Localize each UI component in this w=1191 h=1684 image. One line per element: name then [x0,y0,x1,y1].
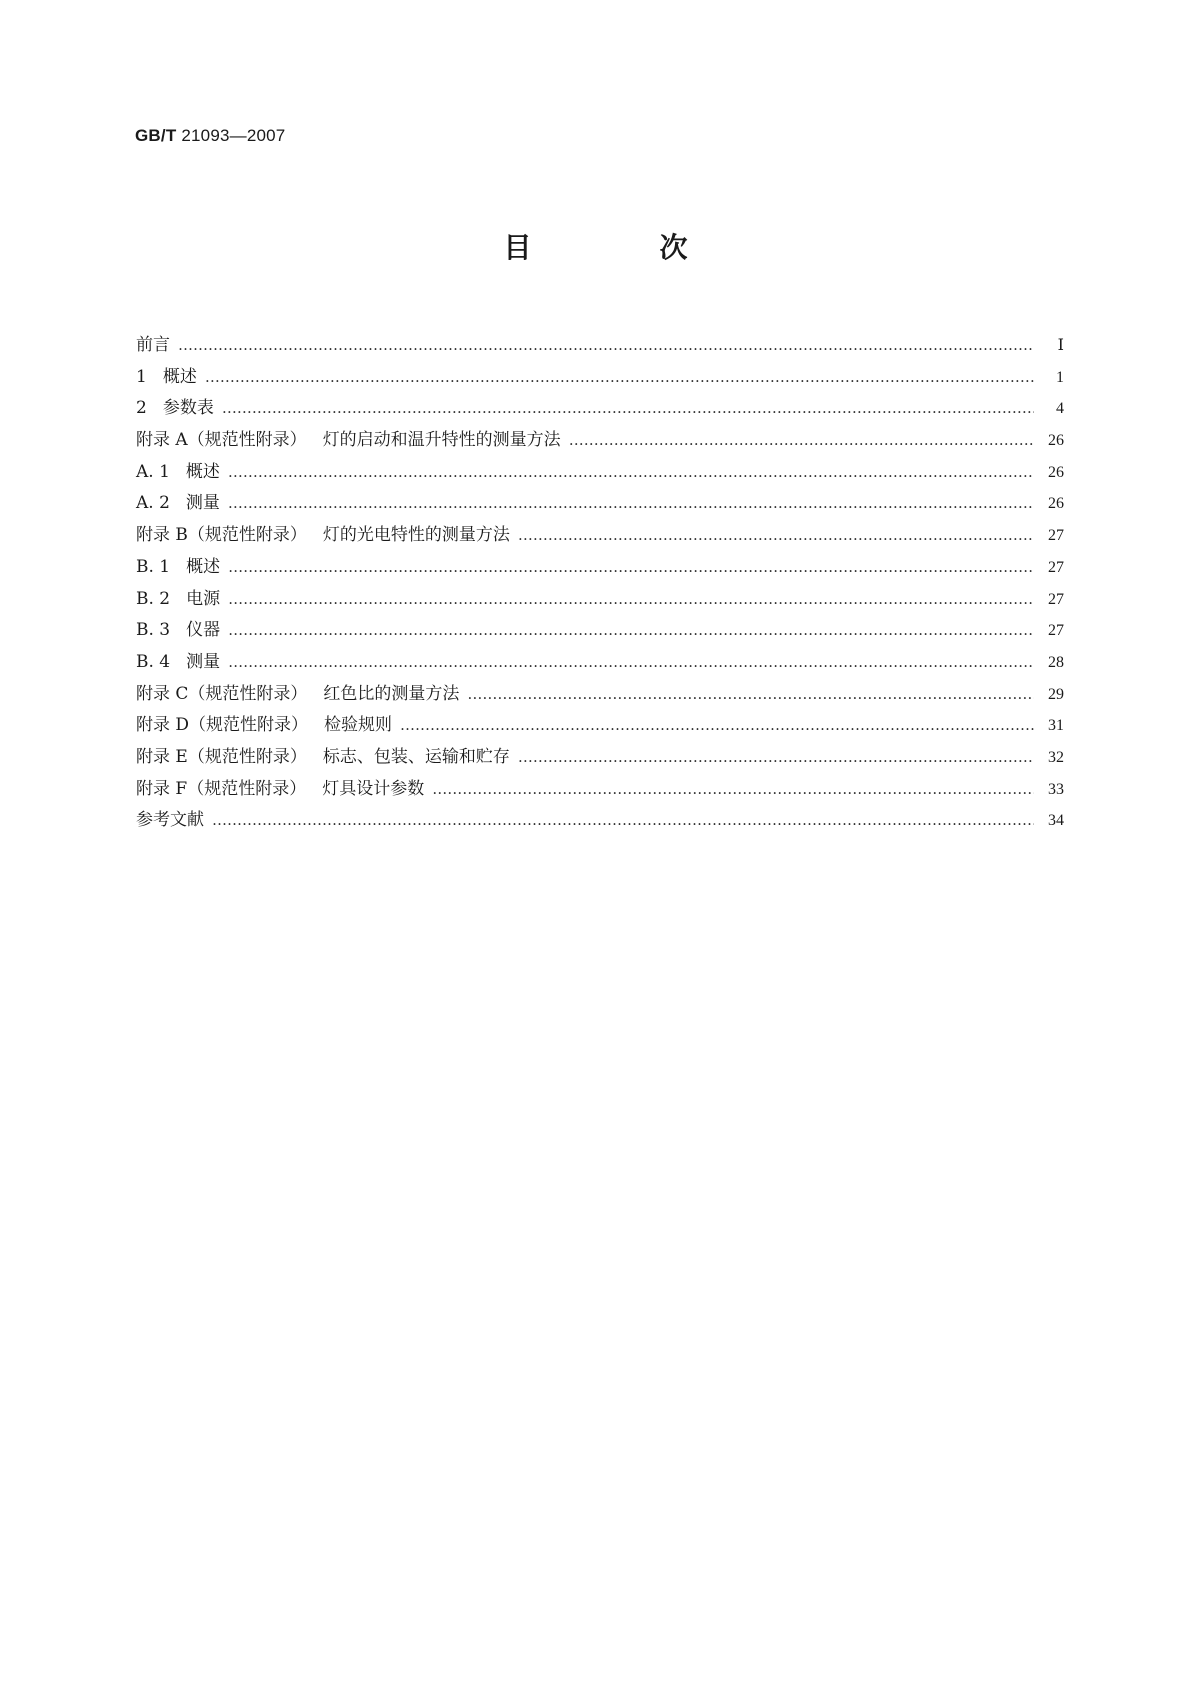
toc-entry-number: 附录 B（规范性附录） [136,525,307,546]
toc-entry-label [136,488,228,520]
table-of-contents [136,330,1064,837]
toc-entry-label [136,742,518,774]
toc-entry-title: 测量 [186,651,221,672]
toc-entry-title: 参考文献 [136,810,204,831]
toc-entry-number: 附录 F（规范性附录） [136,778,307,799]
toc-dot-leader [432,774,1034,806]
toc-entry-page: 32 [1048,748,1064,766]
toc-entry-page: 29 [1048,685,1064,703]
standard-prefix: GB/T [135,126,177,145]
toc-dot-leader [205,362,1034,394]
toc-entry-label [136,615,228,647]
toc-entry-page: 27 [1048,590,1064,608]
toc-entry-title: 检验规则 [324,715,393,736]
toc-entry-number: 附录 A（规范性附录） [136,430,307,451]
toc-entry[interactable] [136,584,1064,616]
toc-entry[interactable] [136,647,1064,679]
toc-entry-title: 前言 [136,335,170,355]
toc-entry-title: 灯具设计参数 [322,778,425,799]
toc-entry-label [136,520,518,552]
toc-entry[interactable] [136,615,1064,647]
toc-entry-page: 26 [1048,432,1064,450]
toc-entry-title: 仪器 [186,620,221,641]
toc-entry-label [136,457,228,489]
toc-entry-label [136,393,222,425]
toc-entry-title: 概述 [185,461,220,482]
toc-entry-page: 26 [1048,463,1064,481]
toc-entry-page: 31 [1048,717,1064,735]
toc-dot-leader [212,805,1034,837]
toc-entry-number: B. 4 [136,651,171,672]
toc-dot-leader [228,647,1034,679]
toc-entry[interactable] [136,425,1064,457]
toc-entry-title: 测量 [185,493,220,514]
toc-dot-leader [518,742,1034,774]
toc-entry-page: 28 [1048,653,1064,671]
toc-dot-leader [518,520,1034,552]
toc-entry-label [136,425,569,457]
toc-dot-leader [228,552,1034,584]
toc-entry-page: 27 [1048,527,1064,545]
toc-dot-leader [228,488,1034,520]
toc-entry-label [136,330,178,362]
toc-entry-number: A. 2 [136,493,170,514]
standard-code [135,126,285,146]
toc-entry-title: 灯的光电特性的测量方法 [322,525,510,546]
toc-entry-page: 33 [1048,780,1064,798]
toc-entry[interactable] [136,774,1064,806]
toc-entry[interactable] [136,710,1064,742]
toc-entry-number: 附录 E（规范性附录） [136,746,307,767]
toc-entry[interactable] [136,330,1064,362]
toc-entry-title: 标志、包装、运输和贮存 [322,746,510,767]
toc-entry-label [136,584,228,616]
toc-entry-title: 电源 [186,588,221,609]
toc-entry-label [136,710,400,742]
toc-title: 目 次 [503,231,738,264]
toc-entry-number: 2 [136,398,147,419]
toc-entry-page: 34 [1048,812,1064,830]
toc-entry[interactable] [136,393,1064,425]
toc-entry-page: 4 [1056,400,1064,418]
toc-entry-label [136,805,212,837]
toc-entry-number: B. 1 [136,556,171,577]
toc-entry-label [136,679,467,711]
toc-dot-leader [228,457,1034,489]
toc-entry-title: 灯的启动和温升特性的测量方法 [322,430,561,451]
toc-entry[interactable] [136,679,1064,711]
toc-dot-leader [400,710,1034,742]
toc-entry-number: B. 3 [136,620,171,641]
toc-dot-leader [178,330,1034,362]
toc-entry[interactable] [136,742,1064,774]
toc-entry[interactable] [136,488,1064,520]
toc-entry-number: 附录 C（规范性附录） [136,683,308,704]
toc-entry-number: A. 1 [136,461,170,482]
toc-entry-title: 红色比的测量方法 [323,683,460,704]
toc-dot-leader [228,584,1034,616]
toc-entry-number: 1 [136,366,147,387]
toc-entry-page: 27 [1048,558,1064,576]
toc-entry-label [136,362,205,394]
toc-entry-number: 附录 D（规范性附录） [136,715,309,736]
toc-entry-label [136,647,228,679]
toc-dot-leader [569,425,1034,457]
toc-dot-leader [228,615,1034,647]
toc-entry[interactable] [136,362,1064,394]
toc-entry[interactable] [136,520,1064,552]
toc-dot-leader [222,393,1034,425]
toc-entry-number: B. 2 [136,588,171,609]
toc-entry-page: 27 [1048,622,1064,640]
toc-entry-label [136,552,228,584]
toc-entry[interactable] [136,805,1064,837]
toc-dot-leader [467,679,1034,711]
standard-number: 21093—2007 [181,126,286,145]
toc-entry-title: 概述 [162,366,197,387]
toc-entry-title: 参数表 [162,398,214,419]
toc-entry-page: 26 [1048,495,1064,513]
toc-entry[interactable] [136,552,1064,584]
toc-entry[interactable] [136,457,1064,489]
toc-entry-page: 1 [1056,368,1064,386]
toc-entry-title: 概述 [186,556,221,577]
toc-entry-page: Ⅰ [1057,337,1064,354]
toc-entry-label [136,774,432,806]
